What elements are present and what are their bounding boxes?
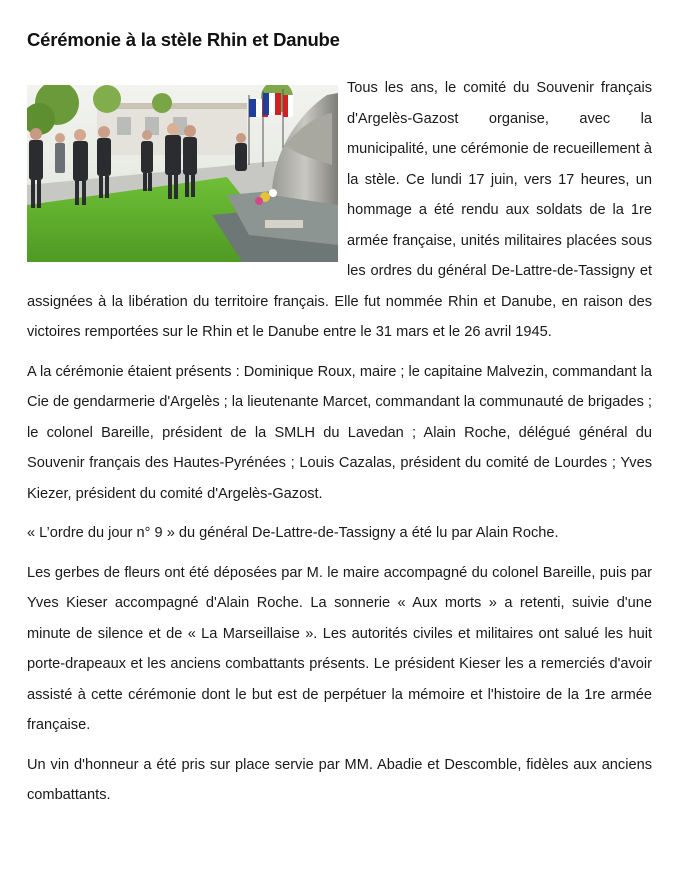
paragraph-intro: Tous les ans, le comité du Souvenir français d'Argelès-Gazost organise, avec la municipalité, une cérémonie de recueillement à la stèle. Ce lundi 17 juin, vers 17 heures, un hommage a été rendu aux soldats de la 1re armée française, unités militaires placées sous les ordres du général De-Lattre-de-Tassigny et assignées à la libération du territoire français. Elle fut nommée Rhin et Danube, en raison des victoires remportées sur le Rhin et le Danube entre le 31 mars et le 26 avril 1945.: [27, 80, 653, 340]
paragraph-wreaths: Les gerbes de fleurs ont été déposées par M. le maire accompagné du colonel Bareille, puis par Yves Kieser accompagné d'Alain Roche. La sonnerie « Aux morts » a retenti, suivie d'une minute de silence et de « La Marseillaise ». Les autorités civiles et militaires ont salué les huit porte-drapeaux et les anciens combattants présents. Le président Kieser les a remerciés d'avoir assisté à cette cérémonie dont le but est de perpétuer la mémoire et l'histoire de la 1re armée française.: [27, 564, 652, 733]
paragraph-order-of-day: « L’ordre du jour n° 9 » du général De-Lattre-de-Tassigny a été lu par Alain Roche.: [27, 525, 559, 541]
article-body: [27, 73, 652, 820]
paragraph-reception: Un vin d'honneur a été pris sur place servie par MM. Abadie et Descomble, fidèles aux anciens combattants.: [27, 756, 652, 803]
paragraph-attendees: A la cérémonie étaient présents : Dominique Roux, maire ; le capitaine Malvezin, commandant la Cie de gendarmerie d'Argelès ; la lieutenante Marcet, commandant la communauté de brigades ; le colonel Bareille, président de la SMLH du Lavedan ; Alain Roche, délégué général du Souvenir français des Hautes-Pyrénées ; Louis Cazalas, président du comité de Lourdes ; Yves Kiezer, président du comité d'Argelès-Gazost.: [27, 363, 652, 502]
article-title: Cérémonie à la stèle Rhin et Danube: [27, 29, 340, 50]
ceremony-photo: [27, 85, 338, 262]
